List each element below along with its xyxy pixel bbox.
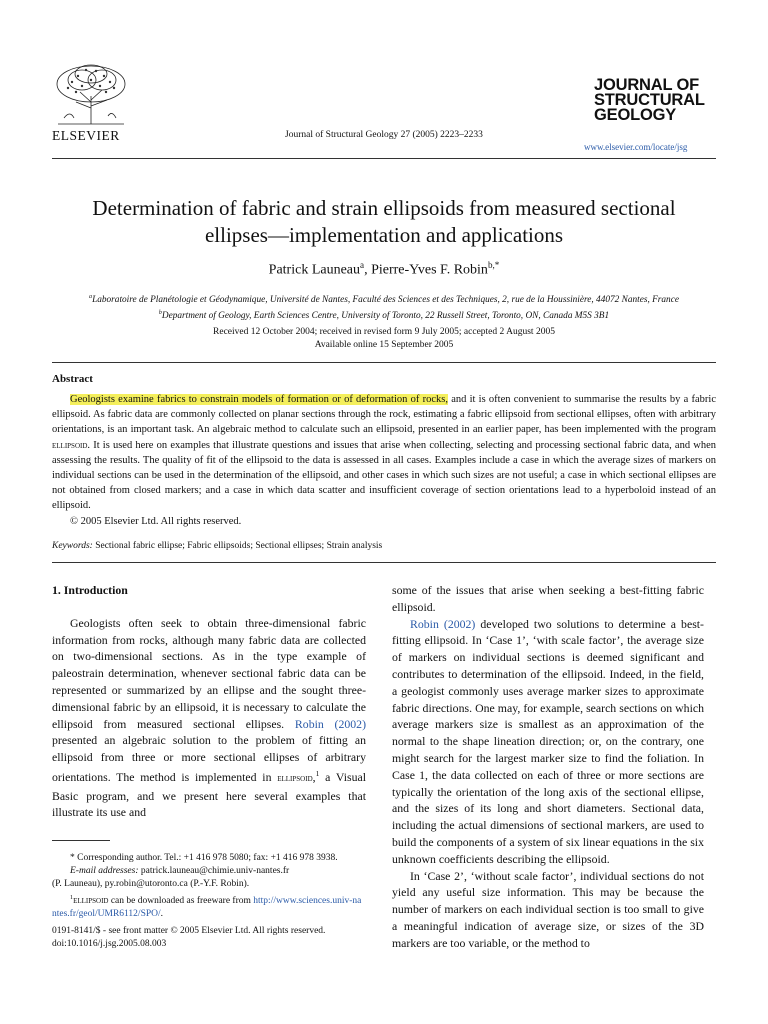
program-name: ellipsoid xyxy=(52,439,88,451)
email-note xyxy=(52,865,366,878)
keywords-label: Keywords: xyxy=(52,541,93,551)
abstract-paragraph xyxy=(52,392,716,514)
abstract-text: . It is used here on examples that illustrate questions and issues that arise when collecting, selecting and processing sectional fabric data, and when assessing the results. The quality of fit of the ellipsoid to the data is assessed in all cases. Examples include a case in which the average sizes of markers on individual sections can be used in the determination of the ellipsoid, and other cases in which such sizes are not useful; a case in which sectional ellipses are not obtained from closed markers; and a case in which data scatter and insufficient coverage of section orientations lead to a hyperboloid instead of an ellipsoid. xyxy=(52,439,716,512)
abstract-body xyxy=(52,392,716,529)
body-paragraph: In ‘Case 2’, ‘without scale factor’, individual sections do not yield any useful size information. This may be because the number of markers on each individual section is too small to give a meaningful indication of average size, or sizes of the 3D markers are too variable, or the method to xyxy=(392,868,704,950)
keywords-text: Sectional fabric ellipse; Fabric ellipsoids; Sectional ellipses; Strain analysis xyxy=(92,541,383,551)
body-text: a Visual Basic program, and we present here several examples that illustrate its use and xyxy=(52,769,366,820)
journal-url-link[interactable]: www.elsevier.com/locate/jsg xyxy=(584,142,688,152)
body-text: , xyxy=(312,769,316,784)
corresponding-author-note: * Corresponding author. Tel.: +1 416 978 5080; fax: +1 416 978 3938. xyxy=(70,853,338,863)
body-text: presented an algebraic solution to the problem of fitting an ellipsoid from three or more sectional ellipses of arbitrary orientations. The method is implemented in xyxy=(52,733,366,784)
highlighted-sentence[interactable]: Geologists examine fabrics to constrain models of formation or of deformation of rocks, xyxy=(70,394,448,405)
body-paragraph: some of the issues that arise when seeking a best-fitting fabric ellipsoid. xyxy=(392,583,704,614)
email-note-continued: (P. Launeau), py.robin@utoronto.ca (P.-Y.F. Robin). xyxy=(52,879,250,890)
author-name: Pierre-Yves F. Robin xyxy=(371,262,488,278)
footnote-text: can be downloaded as freeware from xyxy=(108,895,254,906)
program-name: ellipsoid xyxy=(277,772,313,784)
affiliation-a xyxy=(52,291,716,307)
author-list xyxy=(52,260,716,279)
program-name: ellipsoid xyxy=(73,894,109,906)
footnote-mark[interactable]: 1 xyxy=(315,768,320,778)
header-divider xyxy=(52,158,716,159)
title-line-1: Determination of fabric and strain ellipsoids from measured sectional xyxy=(92,196,676,220)
intro-left-column xyxy=(52,582,366,821)
keywords xyxy=(52,541,382,551)
author-affiliation-mark: a xyxy=(360,260,365,270)
affiliation-mark: b xyxy=(158,310,162,317)
abstract-text: and it is often convenient to summarise the results by a fabric ellipsoid. As fabric data are commonly collected on planar sections through the rock, estimating a fabric ellipsoid from sectional ellipses, often with arbitrary orientations, is an important task. An algebraic method to calculate such an ellipsoid, presented in an earlier paper, has been implemented with the program xyxy=(52,394,716,436)
section-heading: 1. Introduction xyxy=(52,583,128,597)
elsevier-tree-logo xyxy=(52,62,130,126)
body-paragraph xyxy=(392,616,704,868)
journal-title-line: JOURNAL OF xyxy=(594,76,699,94)
body-paragraph xyxy=(52,615,366,821)
footnote-mark: 1 xyxy=(70,894,74,901)
intro-right-column xyxy=(392,582,704,952)
footnotes xyxy=(52,852,366,921)
journal-citation: Journal of Structural Geology 27 (2005) 2223–2233 xyxy=(285,130,483,140)
affiliation-text: Department of Geology, Earth Sciences Centre, University of Toronto, 22 Russell Street, Toronto, ON, Canada M5S 3B1 xyxy=(161,311,610,322)
author-separator: , xyxy=(364,262,372,278)
affiliation-b xyxy=(52,307,716,323)
software-footnote xyxy=(52,892,366,922)
affiliation-mark: a xyxy=(89,294,93,300)
footnote-text: . xyxy=(160,908,164,919)
title-line-2: ellipses—implementation and applications xyxy=(204,223,564,247)
footnote-divider xyxy=(52,840,110,841)
email-address: patrick.launeau@chimie.univ-nantes.fr xyxy=(138,866,290,877)
author-affiliation-mark: b,* xyxy=(487,260,500,270)
citation-link[interactable]: Robin (2002) xyxy=(294,716,366,731)
journal-title xyxy=(594,78,705,123)
abstract-heading: Abstract xyxy=(52,373,93,385)
issn-line: 0191-8141/$ - see front matter © 2005 Elsevier Ltd. All rights reserved. xyxy=(52,926,326,936)
article-title xyxy=(52,195,716,249)
abstract-bottom-divider xyxy=(52,562,716,563)
author-name: Patrick Launeau xyxy=(268,262,361,278)
available-online-date: Available online 15 September 2005 xyxy=(314,340,454,350)
received-dates: Received 12 October 2004; received in revised form 9 July 2005; accepted 2 August 2005 xyxy=(213,327,555,337)
journal-title-line: STRUCTURAL xyxy=(594,91,705,109)
body-text: Geologists often seek to obtain three-dimensional fabric information from rocks, although many fabric data are collected on two-dimensional sections. As in the type example of paleostrain determination, whenever sectional fabric data can be represented or summarized by an ellipse and the sought three-dimensional fabric by an ellipsoid, it is necessary to calculate the ellipsoid from measured sectional ellipses. xyxy=(52,615,366,731)
publisher-name: ELSEVIER xyxy=(52,128,120,143)
email-label: E-mail addresses: xyxy=(70,866,139,877)
download-link[interactable]: http://www.sciences.univ-nantes.fr/geol/UMR6112/SPO/ xyxy=(52,895,362,919)
affiliations xyxy=(52,291,716,323)
journal-title-line: GEOLOGY xyxy=(594,106,677,124)
front-matter xyxy=(52,925,325,951)
abstract-top-divider xyxy=(52,362,716,363)
body-text: developed two solutions to determine a best-fitting ellipsoid. In ‘Case 1’, ‘with scale factor’, the average size of markers on individual sections is deemed significant and contributes to determination of the ellipsoid. Indeed, in the field, a geologist commonly uses average marker sizes to approximate fabric directions. One may, for example, search sections on which average markers size is smallest as an approximation of the normal to the shape lineation direction; or, on the contrary, one might search for the largest marker size to find the foliation. In Case 1, the data collected on each of three or more sections are typically the orientation of the long axis of the sectional ellipse, and the sizes of its long and short diameters. Sectional data, including the actual dimensions of sectional markers, are used to build the components of a system of six linear equations in the six unknown coefficients describing the ellipsoid. xyxy=(392,616,704,866)
citation-link[interactable]: Robin (2002) xyxy=(410,616,476,631)
affiliation-text: Laboratoire de Planétologie et Géodynamique, Université de Nantes, Faculté des Sciences et des Techniques, 2, rue de la Houssinière, 44072 Nantes, France xyxy=(92,295,679,306)
article-history xyxy=(52,326,716,352)
abstract-copyright: © 2005 Elsevier Ltd. All rights reserved. xyxy=(70,515,242,527)
doi-line: doi:10.1016/j.jsg.2005.08.003 xyxy=(52,939,167,950)
